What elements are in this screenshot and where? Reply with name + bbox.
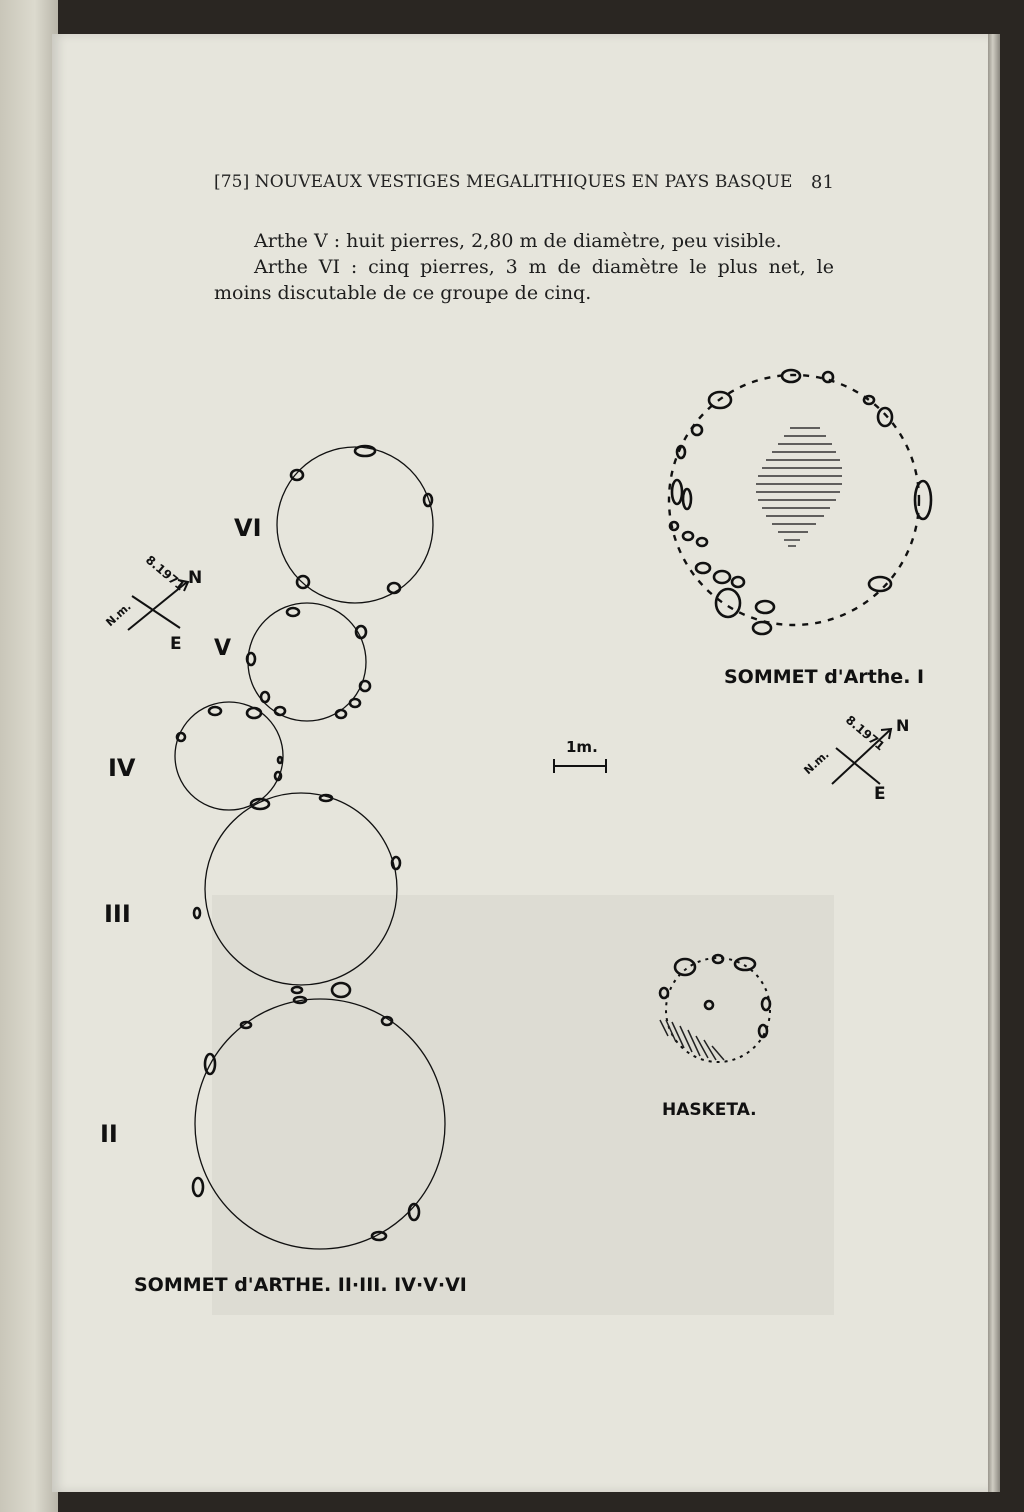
stone [332, 983, 350, 997]
compass-left-date: 8.1971 [142, 552, 188, 594]
scale-bar [554, 759, 606, 773]
label-circle-vi: VI [234, 514, 262, 542]
stone [241, 1022, 251, 1028]
stone [275, 707, 285, 715]
compass-left-nm: N.m. [103, 599, 134, 630]
compass-right-north: N [896, 716, 910, 735]
compass-right-date: 8.1971 [842, 712, 888, 754]
page-number: 81 [810, 172, 834, 193]
stone [209, 707, 221, 715]
stone [261, 692, 269, 702]
stone [297, 576, 309, 588]
stones-hasketa [660, 955, 770, 1037]
stone [278, 757, 282, 763]
stone [388, 583, 400, 593]
circle-iii [205, 793, 397, 985]
running-title: [75] NOUVEAUX VESTIGES MEGALITHIQUES EN PAYS BASQUE [214, 172, 793, 192]
caption-arthe-group: SOMMET d'ARTHE. II·III. IV·V·VI [134, 1274, 467, 1296]
stone [194, 908, 200, 918]
hatched-area [660, 1020, 724, 1060]
circle-iv [175, 702, 283, 810]
compass-right-nm: N.m. [801, 747, 832, 778]
stone [247, 653, 255, 665]
hatched-mound [756, 428, 842, 546]
circle-v [248, 603, 366, 721]
stone [275, 772, 281, 780]
stone [292, 987, 302, 993]
stone [291, 470, 303, 480]
hasketa-plan [660, 955, 770, 1062]
stones [177, 446, 432, 1240]
label-circle-ii: II [100, 1120, 118, 1148]
stone [247, 708, 261, 718]
stone [350, 699, 360, 707]
compass-left-north: N [188, 568, 203, 588]
paragraph-arthe-vi: Arthe VI : cinq pierres, 3 m de diamètre le plus net, le moins discutable de ce groupe de cinq. [214, 256, 834, 304]
compass-left-east: E [170, 634, 182, 654]
paragraph-arthe-v: Arthe V : huit pierres, 2,80 m de diamètre, peu visible. [254, 230, 782, 252]
stone [287, 608, 299, 616]
stone [193, 1178, 203, 1196]
label-circle-iv: IV [108, 754, 136, 782]
scale-label: 1m. [566, 738, 598, 756]
label-circle-v: V [214, 636, 232, 661]
caption-arthe-i: SOMMET d'Arthe. I [724, 666, 925, 688]
compass-right-east: E [874, 784, 886, 804]
arthe-i-plan [669, 370, 931, 634]
stone [177, 733, 185, 741]
caption-hasketa: HASKETA. [662, 1100, 757, 1120]
label-circle-iii: III [104, 900, 131, 928]
circle-ii [195, 999, 445, 1249]
stone [392, 857, 400, 869]
stone [336, 710, 346, 718]
